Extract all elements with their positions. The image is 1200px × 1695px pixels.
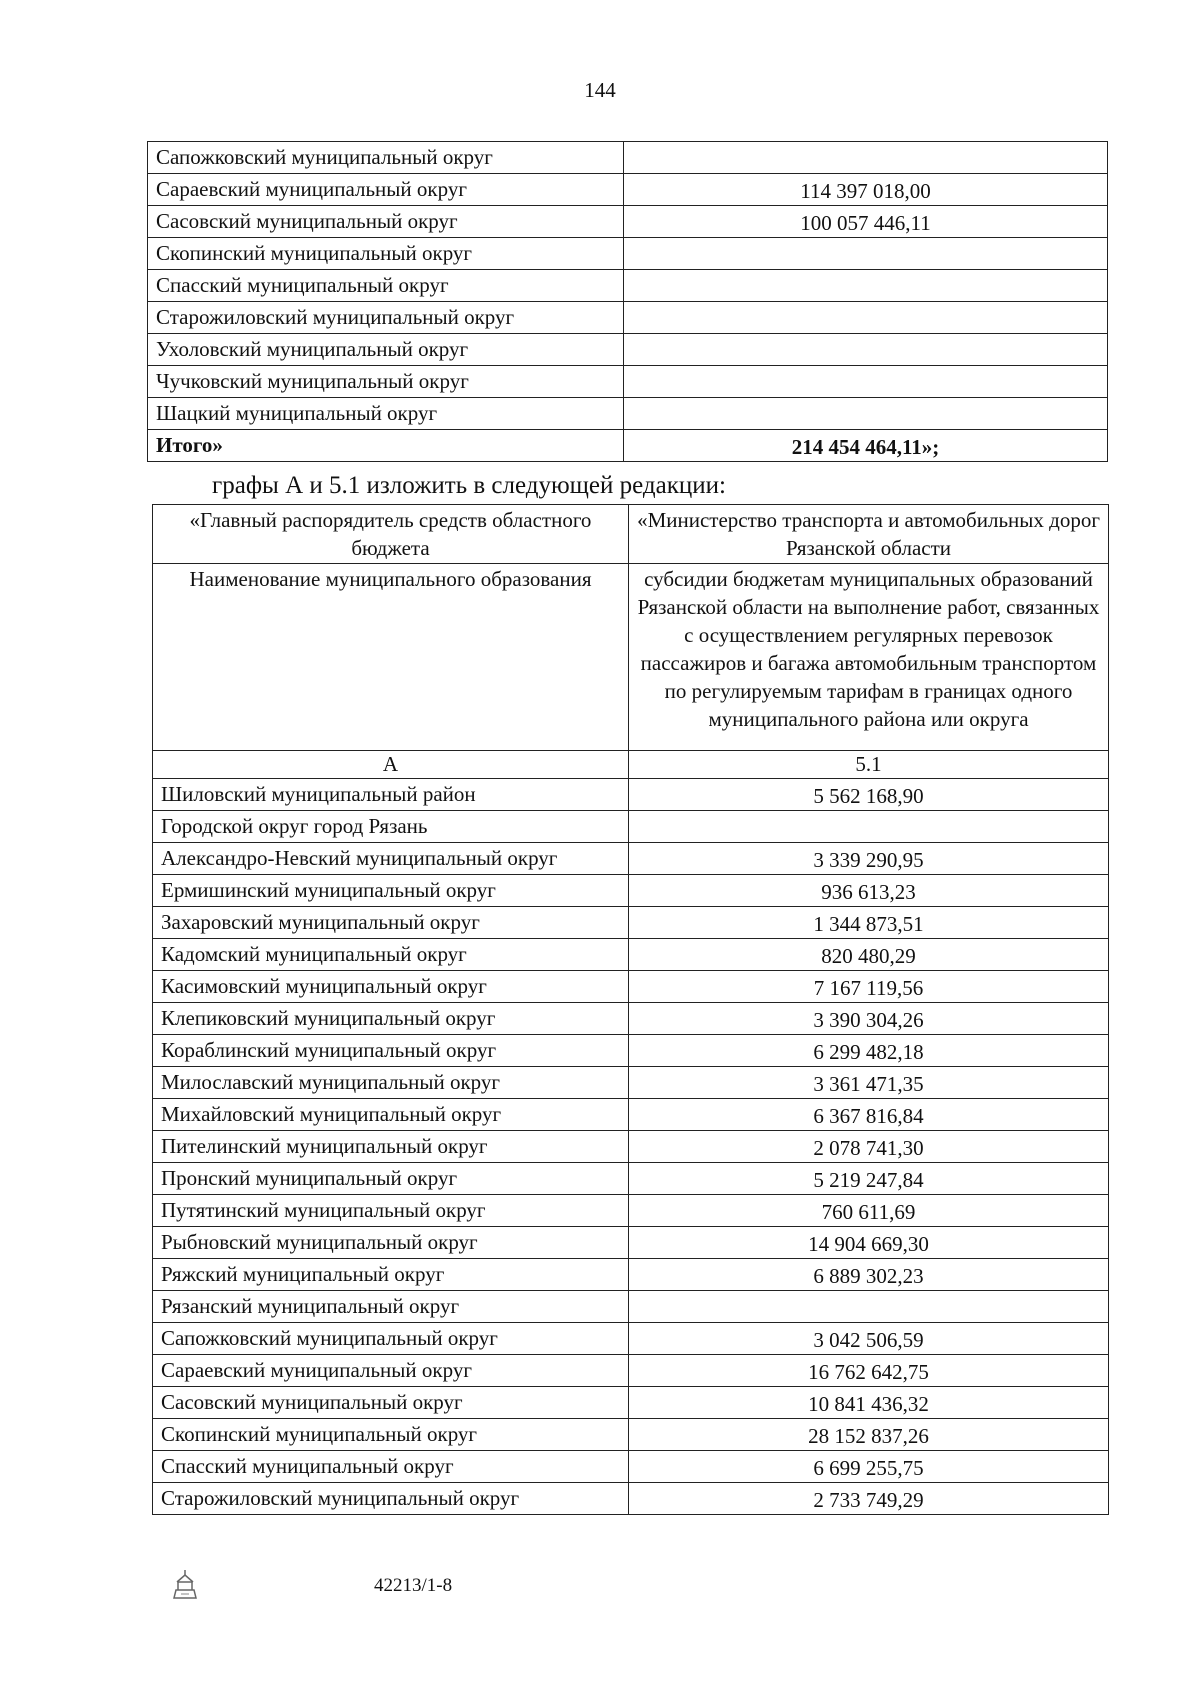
header-municipality-label: Наименование муниципального образования bbox=[153, 564, 629, 751]
total-row bbox=[148, 430, 1108, 462]
municipality-name: Кораблинский муниципальный округ bbox=[153, 1035, 629, 1067]
subsidy-value: 10 841 436,32 bbox=[629, 1387, 1109, 1419]
table-row bbox=[153, 875, 1109, 907]
municipality-name: Ермишинский муниципальный округ bbox=[153, 875, 629, 907]
municipality-name: Пителинский муниципальный округ bbox=[153, 1131, 629, 1163]
table-row bbox=[153, 811, 1109, 843]
table-row bbox=[153, 1483, 1109, 1515]
subsidy-value: 3 361 471,35 bbox=[629, 1067, 1109, 1099]
municipality-name: Сараевский муниципальный округ bbox=[148, 174, 624, 206]
table-row bbox=[148, 238, 1108, 270]
table-row bbox=[153, 1323, 1109, 1355]
municipality-name: Скопинский муниципальный округ bbox=[153, 1419, 629, 1451]
amount-value: 100 057 446,11 bbox=[624, 206, 1108, 238]
page-number: 144 bbox=[584, 78, 616, 102]
subsidy-value: 6 367 816,84 bbox=[629, 1099, 1109, 1131]
table-row bbox=[153, 1291, 1109, 1323]
subsidy-value: 3 042 506,59 bbox=[629, 1323, 1109, 1355]
amount-value bbox=[624, 238, 1108, 270]
subsidy-value: 3 390 304,26 bbox=[629, 1003, 1109, 1035]
total-label: Итого» bbox=[148, 430, 624, 462]
table-row bbox=[153, 1419, 1109, 1451]
subsidy-value: 3 339 290,95 bbox=[629, 843, 1109, 875]
table-row bbox=[148, 206, 1108, 238]
table-row bbox=[148, 302, 1108, 334]
municipality-name: Ухоловский муниципальный округ bbox=[148, 334, 624, 366]
amendment-instruction: графы А и 5.1 изложить в следующей редакции: bbox=[212, 472, 726, 499]
subsidy-value: 936 613,23 bbox=[629, 875, 1109, 907]
municipality-name: Спасский муниципальный округ bbox=[148, 270, 624, 302]
table-row bbox=[148, 334, 1108, 366]
header-distributor-label: «Главный распорядитель средств областного бюджета bbox=[153, 505, 629, 564]
subsidy-value: 28 152 837,26 bbox=[629, 1419, 1109, 1451]
amount-value bbox=[624, 270, 1108, 302]
table-row bbox=[153, 1387, 1109, 1419]
subsidy-table-body bbox=[153, 505, 1109, 1515]
subsidy-table bbox=[152, 504, 1109, 1515]
column-id-a: А bbox=[153, 751, 629, 779]
municipality-name: Александро-Невский муниципальный округ bbox=[153, 843, 629, 875]
amount-value bbox=[624, 142, 1108, 174]
municipality-name: Пронский муниципальный округ bbox=[153, 1163, 629, 1195]
municipality-name: Сасовский муниципальный округ bbox=[148, 206, 624, 238]
subsidy-value: 16 762 642,75 bbox=[629, 1355, 1109, 1387]
header-subsidy-description: субсидии бюджетам муниципальных образований Рязанской области на выполнение работ, связанных с осуществлением регулярных перевозок пассажиров и багажа автомобильным транспортом по регулируемым тарифам в границах одного муниципального района или округа bbox=[629, 564, 1109, 751]
municipality-name: Старожиловский муниципальный округ bbox=[148, 302, 624, 334]
table-row bbox=[148, 174, 1108, 206]
municipality-name: Городской округ город Рязань bbox=[153, 811, 629, 843]
table-row bbox=[153, 1035, 1109, 1067]
municipality-name: Спасский муниципальный округ bbox=[153, 1451, 629, 1483]
subsidy-value: 5 562 168,90 bbox=[629, 779, 1109, 811]
municipality-name: Милославский муниципальный округ bbox=[153, 1067, 629, 1099]
table-row bbox=[153, 1259, 1109, 1291]
subsidy-value bbox=[629, 1291, 1109, 1323]
municipality-name: Михайловский муниципальный округ bbox=[153, 1099, 629, 1131]
column-id-row bbox=[153, 751, 1109, 779]
table-row bbox=[153, 939, 1109, 971]
municipality-name: Касимовский муниципальный округ bbox=[153, 971, 629, 1003]
table-row bbox=[153, 1451, 1109, 1483]
municipality-name: Чучковский муниципальный округ bbox=[148, 366, 624, 398]
subsidy-value: 2 733 749,29 bbox=[629, 1483, 1109, 1515]
allocation-table-body bbox=[148, 142, 1108, 462]
subsidy-value bbox=[629, 811, 1109, 843]
table-row bbox=[148, 398, 1108, 430]
municipality-name: Шацкий муниципальный округ bbox=[148, 398, 624, 430]
amount-value bbox=[624, 302, 1108, 334]
header-ministry-label: «Министерство транспорта и автомобильных дорог Рязанской области bbox=[629, 505, 1109, 564]
subsidy-value: 14 904 669,30 bbox=[629, 1227, 1109, 1259]
subsidy-value: 5 219 247,84 bbox=[629, 1163, 1109, 1195]
table-row bbox=[153, 1067, 1109, 1099]
amount-value bbox=[624, 366, 1108, 398]
subsidy-value: 7 167 119,56 bbox=[629, 971, 1109, 1003]
table-row bbox=[148, 270, 1108, 302]
document-code: 42213/1-8 bbox=[374, 1575, 453, 1596]
municipality-name: Старожиловский муниципальный округ bbox=[153, 1483, 629, 1515]
municipality-name: Сапожковский муниципальный округ bbox=[148, 142, 624, 174]
allocation-table-continuation bbox=[147, 141, 1108, 462]
table-row bbox=[153, 843, 1109, 875]
document-seal-icon bbox=[168, 1568, 202, 1607]
municipality-name: Сараевский муниципальный округ bbox=[153, 1355, 629, 1387]
header-row-distributor bbox=[153, 505, 1109, 564]
municipality-name: Рыбновский муниципальный округ bbox=[153, 1227, 629, 1259]
subsidy-value: 6 699 255,75 bbox=[629, 1451, 1109, 1483]
municipality-name: Захаровский муниципальный округ bbox=[153, 907, 629, 939]
subsidy-value: 2 078 741,30 bbox=[629, 1131, 1109, 1163]
table-row bbox=[153, 907, 1109, 939]
subsidy-value: 6 299 482,18 bbox=[629, 1035, 1109, 1067]
amount-value bbox=[624, 398, 1108, 430]
table-row bbox=[148, 366, 1108, 398]
subsidy-value: 6 889 302,23 bbox=[629, 1259, 1109, 1291]
subsidy-value: 1 344 873,51 bbox=[629, 907, 1109, 939]
table-row bbox=[148, 142, 1108, 174]
municipality-name: Путятинский муниципальный округ bbox=[153, 1195, 629, 1227]
municipality-name: Сапожковский муниципальный округ bbox=[153, 1323, 629, 1355]
municipality-name: Скопинский муниципальный округ bbox=[148, 238, 624, 270]
municipality-name: Рязанский муниципальный округ bbox=[153, 1291, 629, 1323]
table-row bbox=[153, 1099, 1109, 1131]
municipality-name: Кадомский муниципальный округ bbox=[153, 939, 629, 971]
table-row bbox=[153, 1195, 1109, 1227]
table-row bbox=[153, 779, 1109, 811]
header-row-description bbox=[153, 564, 1109, 751]
amount-value: 114 397 018,00 bbox=[624, 174, 1108, 206]
municipality-name: Ряжский муниципальный округ bbox=[153, 1259, 629, 1291]
municipality-name: Сасовский муниципальный округ bbox=[153, 1387, 629, 1419]
table-row bbox=[153, 1163, 1109, 1195]
column-id-5-1: 5.1 bbox=[629, 751, 1109, 779]
total-value: 214 454 464,11»; bbox=[624, 430, 1108, 462]
subsidy-value: 820 480,29 bbox=[629, 939, 1109, 971]
municipality-name: Клепиковский муниципальный округ bbox=[153, 1003, 629, 1035]
table-row bbox=[153, 1227, 1109, 1259]
table-row bbox=[153, 1003, 1109, 1035]
municipality-name: Шиловский муниципальный район bbox=[153, 779, 629, 811]
subsidy-value: 760 611,69 bbox=[629, 1195, 1109, 1227]
table-row bbox=[153, 971, 1109, 1003]
table-row bbox=[153, 1355, 1109, 1387]
table-row bbox=[153, 1131, 1109, 1163]
amount-value bbox=[624, 334, 1108, 366]
